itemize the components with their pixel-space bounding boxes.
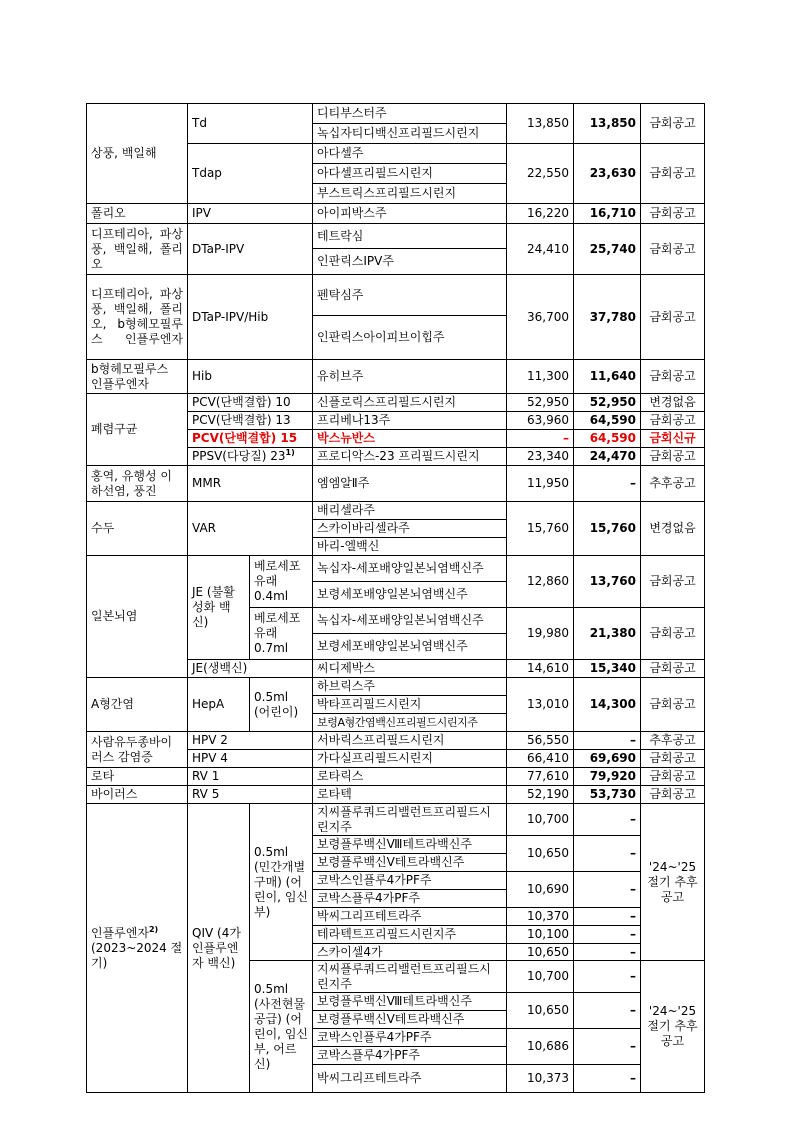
code-cell: RV 5: [188, 786, 313, 804]
note-cell: 금회공고: [641, 448, 705, 466]
new-price-cell: 14,300: [574, 678, 641, 732]
old-price-cell: 15,760: [507, 502, 574, 556]
code-cell: JE(생백신): [188, 660, 313, 678]
old-price-cell: 12,860: [507, 556, 574, 608]
code-cell: HPV 2: [188, 732, 313, 750]
new-price-cell: –: [574, 926, 641, 944]
dose-cell: 0.5ml (어린이): [250, 678, 313, 732]
old-price-cell: 10,700: [507, 961, 574, 993]
new-price-cell: –: [574, 944, 641, 961]
je-type-cell: JE (불활성화 백신): [188, 556, 250, 660]
new-price-cell: –: [574, 466, 641, 502]
product-cell: 박타프리필드시린지: [313, 696, 507, 714]
disease-cell: 사람유두종바이러스 감염증: [87, 732, 188, 768]
note-cell: 금회공고: [641, 678, 705, 732]
new-price-cell: –: [574, 961, 641, 993]
product-cell: 보령A형간염백신프리필드시린지주: [313, 714, 507, 732]
note-cell: 금회신규: [641, 430, 705, 448]
code-text: PPSV(다당질) 23: [192, 449, 286, 463]
season-text: (2023~2024 절기): [91, 940, 183, 970]
old-price-cell: 22,550: [507, 144, 574, 204]
product-cell: 로타텍: [313, 786, 507, 804]
new-price-cell: 21,380: [574, 608, 641, 660]
product-cell: 보령플루백신Ⅴ테트라백신주: [313, 854, 507, 872]
code-cell: Td: [188, 104, 313, 144]
product-cell: 부스트릭스프리필드시린지: [313, 184, 507, 204]
old-price-cell: 16,220: [507, 204, 574, 224]
code-cell: RV 1: [188, 768, 313, 786]
product-cell: 박씨그리프테트라주: [313, 1065, 507, 1093]
note-cell: 금회공고: [641, 768, 705, 786]
note-cell: 금회공고: [641, 360, 705, 394]
note-cell: 금회공고: [641, 786, 705, 804]
table-row: [87, 556, 705, 582]
old-price-cell: 13,010: [507, 678, 574, 732]
table-row: [87, 360, 705, 394]
product-cell: 인판릭스IPV주: [313, 249, 507, 275]
disease-cell: 일본뇌염: [87, 556, 188, 678]
code-cell: QIV (4가 인플루엔자 백신): [188, 804, 250, 1093]
table-row: [87, 204, 705, 224]
product-cell: 아다셀주: [313, 144, 507, 164]
product-cell: 신플로릭스프리필드시린지: [313, 394, 507, 412]
code-cell: [188, 448, 313, 466]
product-cell: 인판릭스아이피브이힙주: [313, 316, 507, 360]
code-cell: Tdap: [188, 144, 313, 204]
product-cell: 배리셀라주: [313, 502, 507, 520]
vaccine-price-table: [86, 103, 705, 1093]
old-price-cell: –: [507, 430, 574, 448]
new-price-cell: 79,920: [574, 768, 641, 786]
code-cell: VAR: [188, 502, 313, 556]
old-price-cell: 10,700: [507, 804, 574, 836]
new-price-cell: 15,760: [574, 502, 641, 556]
product-cell: 테라텍트프리필드시린지주: [313, 926, 507, 944]
old-price-cell: 14,610: [507, 660, 574, 678]
note-cell: 금회공고: [641, 608, 705, 660]
table-row: [87, 466, 705, 502]
old-price-cell: 63,960: [507, 412, 574, 430]
new-price-cell: 64,590: [574, 430, 641, 448]
note-cell: 금회공고: [641, 275, 705, 360]
table-row: [87, 394, 705, 412]
note-cell: 금회공고: [641, 224, 705, 275]
old-price-cell: 52,190: [507, 786, 574, 804]
note-cell: 금회공고: [641, 750, 705, 768]
new-price-cell: 52,950: [574, 394, 641, 412]
product-cell: 로타릭스: [313, 768, 507, 786]
note-cell: 금회공고: [641, 556, 705, 608]
old-price-cell: 56,550: [507, 732, 574, 750]
footnote-marker: 1): [285, 448, 295, 457]
table-row: [87, 804, 705, 836]
old-price-cell: 11,950: [507, 466, 574, 502]
disease-cell: b형헤모필루스 인플루엔자: [87, 360, 188, 394]
code-cell: HPV 4: [188, 750, 313, 768]
product-cell: 스카이바리셀라주: [313, 520, 507, 538]
new-price-cell: –: [574, 872, 641, 908]
note-cell: 금회공고: [641, 144, 705, 204]
disease-cell: 상풍, 백일해: [87, 104, 188, 204]
product-cell: 하브릭스주: [313, 678, 507, 696]
code-cell: PCV(단백결합) 13: [188, 412, 313, 430]
table-row: [87, 104, 705, 124]
product-cell: 지씨플루쿼드리밸런트프리필드시린지주: [313, 961, 507, 993]
product-cell: 보령플루백신Ⅷ테트라백신주: [313, 836, 507, 854]
code-cell: HepA: [188, 678, 250, 732]
new-price-cell: –: [574, 804, 641, 836]
old-price-cell: 52,950: [507, 394, 574, 412]
note-cell: 금회공고: [641, 660, 705, 678]
product-cell: 코박스플루4가PF주: [313, 890, 507, 908]
product-cell: 박스뉴반스: [313, 430, 507, 448]
disease-cell: 홍역, 유행성 이하선염, 풍진: [87, 466, 188, 502]
disease-cell: 디프테리아, 파상풍, 백일해, 폴리오, b형헤모필루스 인플루엔자: [87, 275, 188, 360]
disease-cell: 디프테리아, 파상풍, 백일해, 폴리오: [87, 224, 188, 275]
product-cell: 녹십자티디백신프리필드시린지: [313, 124, 507, 144]
je-subtype-cell: 베로세포 유래 0.4ml: [250, 556, 313, 608]
old-price-cell: 10,690: [507, 872, 574, 908]
product-cell: 보령플루백신Ⅴ테트라백신주: [313, 1011, 507, 1029]
product-cell: 녹십자-세포배양일본뇌염백신주: [313, 608, 507, 634]
product-cell: 테트락심: [313, 224, 507, 249]
note-cell: '24~'25 절기 추후공고: [641, 961, 705, 1093]
disease-text: 인플루엔자: [91, 925, 149, 940]
product-cell: 박씨그리프테트라주: [313, 908, 507, 926]
new-price-cell: –: [574, 1029, 641, 1065]
footnote-marker: 2): [148, 924, 159, 934]
new-price-cell: 24,470: [574, 448, 641, 466]
product-cell: 씨디제박스: [313, 660, 507, 678]
old-price-cell: 36,700: [507, 275, 574, 360]
code-cell: DTaP-IPV/Hib: [188, 275, 313, 360]
product-cell: 녹십자-세포배양일본뇌염백신주: [313, 556, 507, 582]
note-cell: 금회공고: [641, 204, 705, 224]
old-price-cell: 10,100: [507, 926, 574, 944]
old-price-cell: 23,340: [507, 448, 574, 466]
product-cell: 가다실프리필드시린지: [313, 750, 507, 768]
table-row: [87, 768, 705, 786]
disease-cell: 로타: [87, 768, 188, 786]
old-price-cell: 24,410: [507, 224, 574, 275]
disease-cell: 바이러스: [87, 786, 188, 804]
code-cell: IPV: [188, 204, 313, 224]
je-subtype-cell: 베로세포 유래 0.7ml: [250, 608, 313, 660]
new-price-cell: –: [574, 732, 641, 750]
code-cell: Hib: [188, 360, 313, 394]
new-price-cell: 25,740: [574, 224, 641, 275]
note-cell: '24~'25 절기 추후공고: [641, 804, 705, 961]
note-cell: 추후공고: [641, 466, 705, 502]
new-price-cell: 11,640: [574, 360, 641, 394]
disease-cell: A형간염: [87, 678, 188, 732]
product-cell: 바리-엘백신: [313, 538, 507, 556]
product-cell: 엠엠알Ⅱ주: [313, 466, 507, 502]
old-price-cell: 19,980: [507, 608, 574, 660]
dose-cell: 0.5ml (사전현물공급) (어린이, 임신부, 어르신): [250, 961, 313, 1093]
old-price-cell: 13,850: [507, 104, 574, 144]
new-price-cell: –: [574, 908, 641, 926]
product-cell: 유히브주: [313, 360, 507, 394]
note-cell: 변경없음: [641, 502, 705, 556]
product-cell: 지씨플루쿼드리밸런트프리필드시린지주: [313, 804, 507, 836]
new-price-cell: 15,340: [574, 660, 641, 678]
product-cell: 아다셀프리필드시린지: [313, 164, 507, 184]
disease-cell: 폴리오: [87, 204, 188, 224]
product-cell: 디티부스터주: [313, 104, 507, 124]
old-price-cell: 10,650: [507, 944, 574, 961]
code-cell: PCV(단백결합) 10: [188, 394, 313, 412]
table-row: [87, 275, 705, 316]
old-price-cell: 10,650: [507, 993, 574, 1029]
product-cell: 보령세포배양일본뇌염백신주: [313, 634, 507, 660]
new-price-cell: –: [574, 836, 641, 872]
table-row: [87, 786, 705, 804]
new-price-cell: –: [574, 993, 641, 1029]
table-row: [87, 224, 705, 249]
product-cell: 스카이셀4가: [313, 944, 507, 961]
new-price-cell: 13,850: [574, 104, 641, 144]
disease-cell: 수두: [87, 502, 188, 556]
product-cell: 아이피박스주: [313, 204, 507, 224]
new-price-cell: 69,690: [574, 750, 641, 768]
disease-cell: [87, 804, 188, 1093]
product-cell: 보령세포배양일본뇌염백신주: [313, 582, 507, 608]
table-row: [87, 502, 705, 520]
new-price-cell: 53,730: [574, 786, 641, 804]
old-price-cell: 10,373: [507, 1065, 574, 1093]
code-cell: MMR: [188, 466, 313, 502]
new-price-cell: 16,710: [574, 204, 641, 224]
old-price-cell: 66,410: [507, 750, 574, 768]
note-cell: 금회공고: [641, 104, 705, 144]
old-price-cell: 10,686: [507, 1029, 574, 1065]
disease-cell: 폐렴구균: [87, 394, 188, 466]
note-cell: 변경없음: [641, 394, 705, 412]
product-cell: 코박스인플루4가PF주: [313, 1029, 507, 1047]
product-cell: 코박스인플루4가PF주: [313, 872, 507, 890]
new-price-cell: 37,780: [574, 275, 641, 360]
new-price-cell: –: [574, 1065, 641, 1093]
product-cell: 펜탁심주: [313, 275, 507, 316]
code-cell: DTaP-IPV: [188, 224, 313, 275]
old-price-cell: 11,300: [507, 360, 574, 394]
product-cell: 프로디악스-23 프리필드시린지: [313, 448, 507, 466]
note-cell: 금회공고: [641, 412, 705, 430]
product-cell: 프리베나13주: [313, 412, 507, 430]
product-cell: 코박스플루4가PF주: [313, 1047, 507, 1065]
new-price-cell: 13,760: [574, 556, 641, 608]
old-price-cell: 10,650: [507, 836, 574, 872]
note-cell: 추후공고: [641, 732, 705, 750]
old-price-cell: 10,370: [507, 908, 574, 926]
product-cell: 보령플루백신Ⅷ테트라백신주: [313, 993, 507, 1011]
dose-cell: 0.5ml (민간개별구매) (어린이, 임신부): [250, 804, 313, 961]
old-price-cell: 77,610: [507, 768, 574, 786]
new-price-cell: 64,590: [574, 412, 641, 430]
code-cell: PCV(단백결합) 15: [188, 430, 313, 448]
new-price-cell: 23,630: [574, 144, 641, 204]
table-row: [87, 732, 705, 750]
product-cell: 서바릭스프리필드시린지: [313, 732, 507, 750]
table-row: [87, 678, 705, 696]
